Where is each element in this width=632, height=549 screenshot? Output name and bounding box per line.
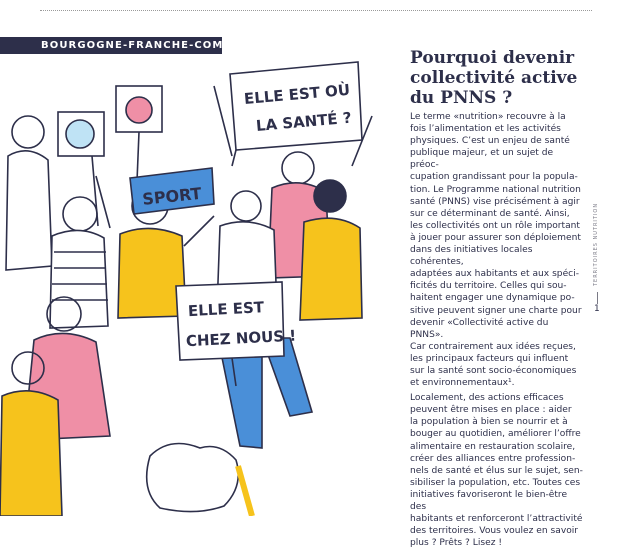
region-label: BOURGOGNE-FRANCHE-COMTÉ	[41, 40, 240, 51]
article-title: Pourquoi devenir collectivité active du PNNS ?	[410, 48, 578, 108]
sidebar-rule	[597, 292, 598, 304]
sign-top	[230, 62, 362, 166]
top-dotted-rule	[40, 10, 592, 11]
page-number: 1	[594, 304, 600, 314]
sign-sport-label: SPORT	[141, 183, 203, 209]
article	[410, 48, 584, 549]
sign-bottom-line2: CHEZ NOUS !	[185, 326, 297, 351]
protest-illustration	[0, 56, 400, 516]
sign-top-line2: LA SANTÉ ?	[255, 108, 353, 135]
region-band	[0, 37, 240, 54]
illustration-drawing	[0, 56, 400, 516]
sign-top-line1: ELLE EST OÙ	[243, 80, 351, 108]
sidebar-section-label: TERRITOIRES NUTRITION	[593, 202, 599, 286]
article-paragraph-1: Le terme «nutrition» recouvre à la fois l’alimentation et les activités physiques. C’est un enjeu de santé publique majeur, et un sujet de préoc- cupation grandissant pour la popula- tion. Le Programme national nutrition santé (PNNS) vise précisément à agir sur ce déterminant de santé. Ainsi, les collectivités ont un rôle important à jouer pour assurer son déploiement dans des initiatives locales cohérentes, adaptées aux habitants et aux spéci- ficités du territoire. Celles qui sou- haitent engager une dynamique po- sitive peuvent signer une charte pour devenir «Collectivité active du PNNS». Car contrairement aux idées reçues, les principaux facteurs qui influent sur la santé sont socio-économiques et environnementaux¹.	[410, 112, 582, 389]
article-paragraph-2: Localement, des actions efficaces peuvent être mises en place : aider la population à bien se nourrir et à bouger au quotidien, améliorer l’offre alimentaire en restauration scolaire, créer des alliances entre profession- nels de santé et élus sur le sujet, sen- sibiliser la population, etc. Toutes ces initiatives favoriseront le bien-être des habitants et renforceront l’attractivité des territoires. Vous voulez en savoir plus ? Prêts ? Lisez !	[410, 393, 583, 549]
sign-sport	[130, 168, 214, 214]
sign-bottom-line1: ELLE EST	[187, 298, 265, 321]
